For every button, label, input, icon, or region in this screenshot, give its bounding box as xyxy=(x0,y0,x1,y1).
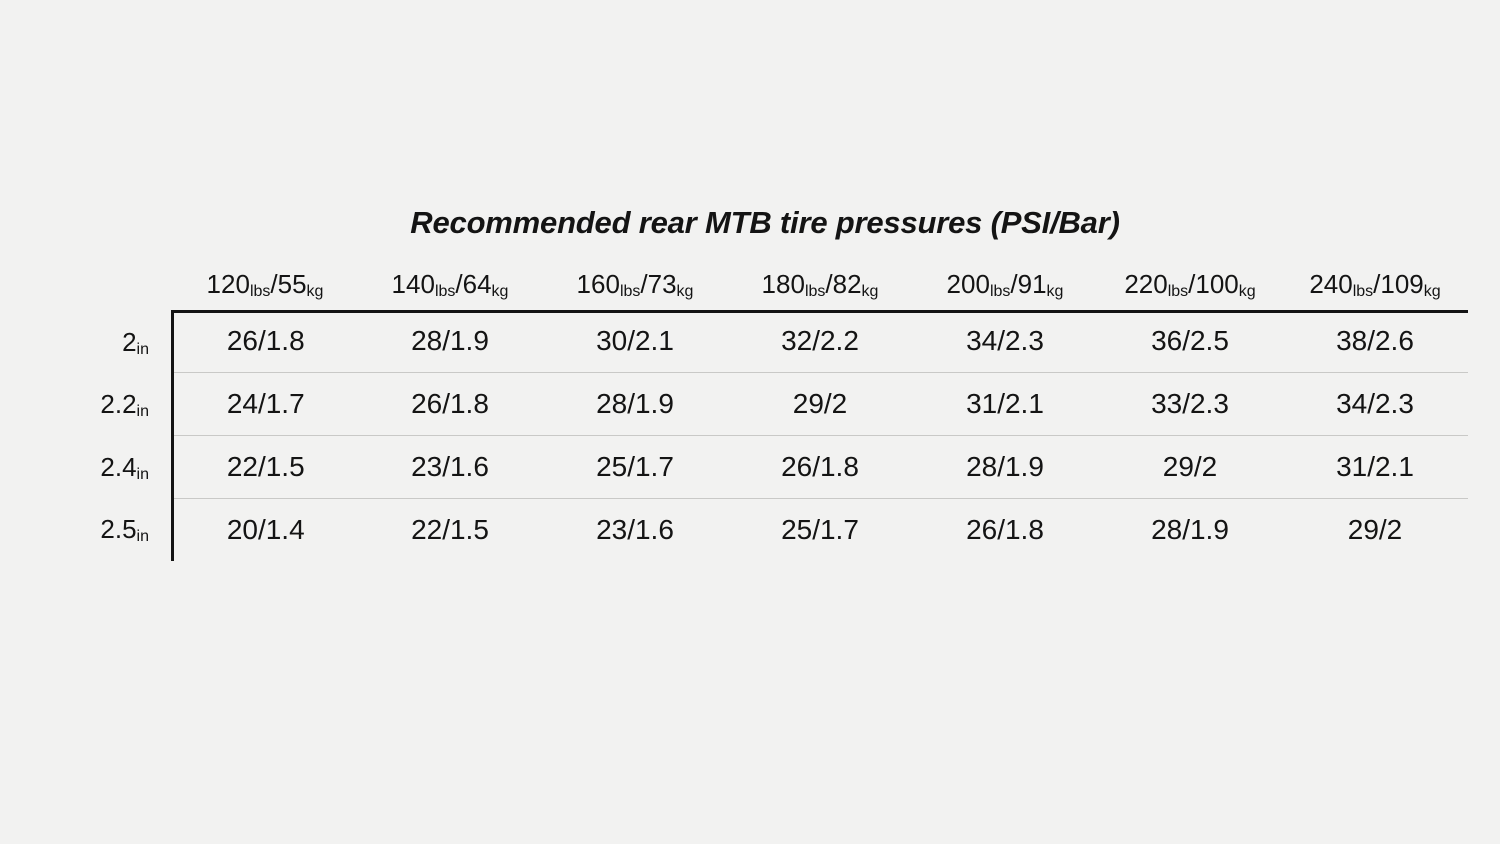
cell-2.5in-220lbs: 28/1.9 xyxy=(1151,514,1229,545)
column-header-kg-unit: kg xyxy=(861,283,879,300)
row-header-size: 2.2 xyxy=(100,388,137,419)
cell-2.2in-140lbs: 26/1.8 xyxy=(358,373,543,436)
column-header-separator: / xyxy=(1188,269,1196,299)
column-header-separator: / xyxy=(825,269,833,299)
cell-2.5in-200lbs: 26/1.8 xyxy=(966,514,1044,545)
row-header-2.4in xyxy=(33,436,173,499)
column-header-lbs-unit: lbs xyxy=(434,283,456,300)
column-header-weight-kg: 109 xyxy=(1380,269,1424,299)
column-header-weight-kg: 55 xyxy=(277,269,307,299)
cell-2in-160lbs: 30/2.1 xyxy=(543,312,728,373)
cell-2.4in-120lbs: 22/1.5 xyxy=(173,436,358,499)
cell-2in-220lbs: 36/2.5 xyxy=(1098,312,1283,373)
table-corner-cell xyxy=(33,269,173,312)
column-header-kg-unit: kg xyxy=(306,283,324,300)
column-header-weight-kg: 91 xyxy=(1017,269,1047,299)
table-row xyxy=(33,436,1468,499)
column-header-weight-lbs: 120 xyxy=(206,269,250,299)
column-header-240lbs xyxy=(1283,269,1468,312)
cell-2.2in-220lbs: 33/2.3 xyxy=(1098,373,1283,436)
column-header-separator: / xyxy=(640,269,648,299)
table-row xyxy=(33,499,1468,562)
column-header-lbs-unit: lbs xyxy=(619,283,641,300)
column-header-kg-unit: kg xyxy=(491,283,509,300)
column-header-140lbs xyxy=(358,269,543,312)
cell-2.5in-160lbs: 23/1.6 xyxy=(596,514,674,545)
row-header-2.5in xyxy=(33,499,173,562)
cell-2.5in-140lbs: 22/1.5 xyxy=(411,514,489,545)
cell-2.4in-240lbs: 31/2.1 xyxy=(1283,436,1468,499)
row-header-size: 2.4 xyxy=(100,451,137,482)
column-header-kg-unit: kg xyxy=(676,283,694,300)
column-header-lbs-unit: lbs xyxy=(249,283,271,300)
column-header-separator: / xyxy=(1010,269,1018,299)
column-header-weight-lbs: 140 xyxy=(391,269,435,299)
column-header-kg-unit: kg xyxy=(1238,283,1256,300)
table-header-row xyxy=(33,269,1468,312)
table-row xyxy=(33,312,1468,373)
column-header-200lbs xyxy=(913,269,1098,312)
cell-2.2in-180lbs: 29/2 xyxy=(728,373,913,436)
column-header-weight-kg: 73 xyxy=(647,269,677,299)
column-header-lbs-unit: lbs xyxy=(804,283,826,300)
cell-2.5in-180lbs: 25/1.7 xyxy=(781,514,859,545)
column-header-kg-unit: kg xyxy=(1046,283,1064,300)
column-header-weight-kg: 100 xyxy=(1195,269,1239,299)
column-header-weight-lbs: 220 xyxy=(1124,269,1168,299)
column-header-weight-lbs: 180 xyxy=(761,269,805,299)
column-header-separator: / xyxy=(270,269,278,299)
column-header-lbs-unit: lbs xyxy=(1352,283,1374,300)
tire-pressure-table xyxy=(33,269,1468,561)
cell-2.2in-120lbs: 24/1.7 xyxy=(173,373,358,436)
column-header-lbs-unit: lbs xyxy=(989,283,1011,300)
column-header-lbs-unit: lbs xyxy=(1167,283,1189,300)
column-header-weight-kg: 82 xyxy=(832,269,862,299)
row-header-2in xyxy=(33,312,173,373)
column-header-180lbs xyxy=(728,269,913,312)
cell-2in-240lbs: 38/2.6 xyxy=(1283,312,1468,373)
table-row xyxy=(33,373,1468,436)
cell-2.2in-200lbs: 31/2.1 xyxy=(913,373,1098,436)
cell-2.5in-240lbs: 29/2 xyxy=(1347,514,1403,545)
column-header-120lbs xyxy=(173,269,358,312)
column-header-separator: / xyxy=(455,269,463,299)
cell-2.2in-240lbs: 34/2.3 xyxy=(1283,373,1468,436)
cell-2in-140lbs: 28/1.9 xyxy=(358,312,543,373)
row-header-unit: in xyxy=(136,340,149,358)
cell-2.4in-180lbs: 26/1.8 xyxy=(728,436,913,499)
row-header-unit: in xyxy=(136,528,149,546)
column-header-weight-kg: 64 xyxy=(462,269,492,299)
column-header-weight-lbs: 200 xyxy=(946,269,990,299)
cell-2in-120lbs: 26/1.8 xyxy=(173,312,358,373)
cell-2.4in-220lbs: 29/2 xyxy=(1098,436,1283,499)
cell-2in-200lbs: 34/2.3 xyxy=(913,312,1098,373)
cell-2.4in-160lbs: 25/1.7 xyxy=(543,436,728,499)
column-header-160lbs xyxy=(543,269,728,312)
cell-2.4in-140lbs: 23/1.6 xyxy=(358,436,543,499)
row-header-unit: in xyxy=(136,465,149,483)
column-header-separator: / xyxy=(1373,269,1381,299)
row-header-size: 2 xyxy=(122,326,137,357)
cell-2.5in-120lbs: 20/1.4 xyxy=(173,499,358,562)
cell-2.4in-200lbs: 28/1.9 xyxy=(913,436,1098,499)
column-header-220lbs xyxy=(1098,269,1283,312)
chart-title: Recommended rear MTB tire pressures (PSI/Bar) xyxy=(410,205,1120,240)
column-header-kg-unit: kg xyxy=(1423,283,1441,300)
cell-2.2in-160lbs: 28/1.9 xyxy=(543,373,728,436)
column-header-weight-lbs: 160 xyxy=(576,269,620,299)
row-header-unit: in xyxy=(136,402,149,420)
row-header-2.2in xyxy=(33,373,173,436)
pressure-chart xyxy=(0,205,1500,561)
cell-2in-180lbs: 32/2.2 xyxy=(728,312,913,373)
column-header-weight-lbs: 240 xyxy=(1309,269,1353,299)
row-header-size: 2.5 xyxy=(100,514,137,545)
